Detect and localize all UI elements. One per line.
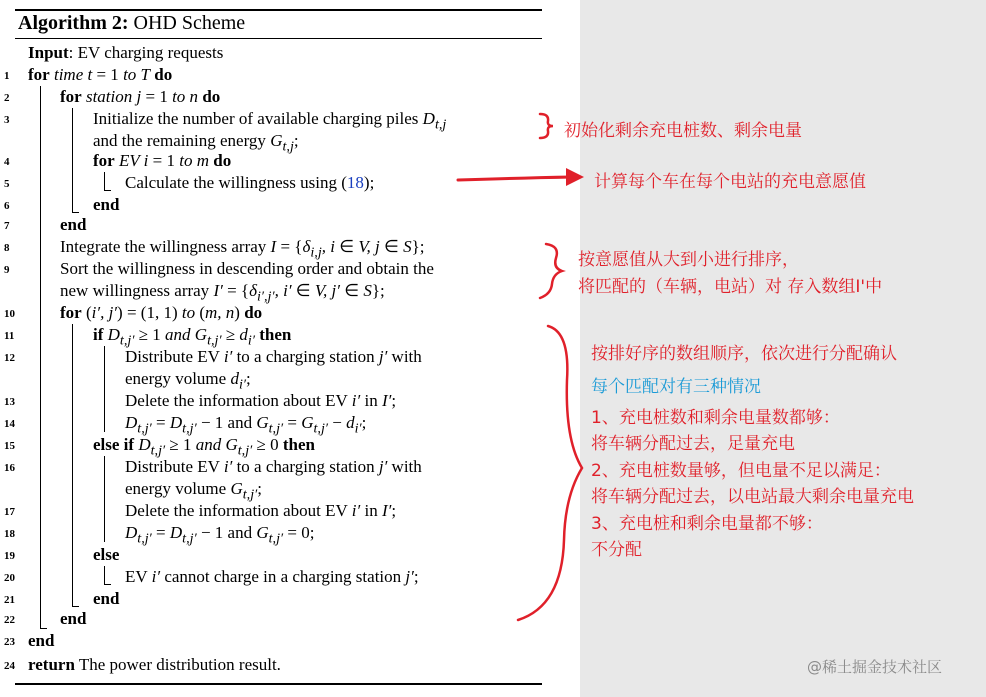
- input-label: Input: [28, 43, 69, 62]
- line-text: end: [93, 589, 120, 608]
- algorithm-name: OHD Scheme: [133, 12, 246, 34]
- line-text: Sort the willingness in descending order and obtain the: [60, 259, 434, 278]
- line-text: return The power distribution result.: [28, 655, 281, 674]
- line-number: 11: [4, 330, 15, 342]
- line-text: EV i′ cannot charge in a charging station j′;: [125, 567, 419, 586]
- brace-init: [540, 114, 553, 138]
- line-text: if $D_{t,j'} \ge 1$ and $G_{t,j'} \ge d_{i'}$ then: [93, 325, 292, 349]
- line-text: Delete the information about EV i′ in I′;: [125, 391, 397, 410]
- arrow-calc-head: [566, 168, 584, 186]
- line-number: 2: [4, 92, 10, 104]
- watermark: @稀土掘金技术社区: [807, 658, 943, 676]
- line-number: 5: [4, 178, 10, 190]
- line-number: 1: [4, 70, 10, 82]
- line-number: 3: [4, 114, 10, 126]
- line-text: energy volume $G_{t,j'}$;: [125, 479, 262, 503]
- note-sort-1: 按意愿值从大到小进行排序，: [578, 250, 799, 270]
- note-case1-a: 1、充电桩数和剩余电量数都够：: [591, 408, 840, 428]
- line-text: Delete the information about EV i′ in I′;: [125, 501, 397, 520]
- note-case3-b: 不分配: [591, 540, 642, 560]
- line-text: for EV i = 1 to m do: [93, 151, 232, 170]
- algorithm-label: Algorithm 2:: [18, 12, 129, 34]
- line-text: else: [93, 545, 120, 564]
- input-text: : EV charging requests: [68, 43, 224, 62]
- line-text: end: [93, 195, 120, 214]
- line-number: 12: [4, 352, 15, 364]
- line-text: new willingness array $I' = \{\delta_{i',j'}$, i′ ∈ V, j′ ∈ S};: [60, 281, 385, 305]
- line-text: end: [60, 215, 87, 234]
- line-text: Distribute EV i′ to a charging station j′ with: [125, 457, 422, 476]
- line-text: and the remaining energy $G_{t,j}$;: [93, 131, 299, 155]
- line-text: Initialize the number of available charging piles $D_{t,j}$: [93, 109, 447, 133]
- line-number: 20: [4, 572, 15, 584]
- note-case2-a: 2、充电桩数量够，但电量不足以满足：: [591, 461, 891, 481]
- line-text: end: [60, 609, 87, 628]
- line-text: for (i′, j′) = (1, 1) to (m, n) do: [60, 303, 263, 322]
- line-text: Calculate the willingness using (18);: [125, 173, 375, 192]
- line-number: 9: [4, 264, 10, 276]
- line-number: 7: [4, 220, 10, 232]
- brace-allocation: [518, 326, 582, 620]
- note-init: 初始化剩余充电桩数、剩余电量: [564, 121, 802, 141]
- line-number: 19: [4, 550, 15, 562]
- line-number: 6: [4, 200, 10, 212]
- note-alloc-2: 每个匹配对有三种情况: [591, 377, 761, 397]
- line-number: 22: [4, 614, 15, 626]
- line-number: 21: [4, 594, 15, 606]
- line-number: 16: [4, 462, 15, 474]
- line-number: 13: [4, 396, 15, 408]
- arrow-calc-line: [458, 177, 572, 180]
- line-number: 18: [4, 528, 15, 540]
- line-number: 23: [4, 636, 15, 648]
- note-case3-a: 3、充电桩和剩余电量都不够：: [591, 514, 823, 534]
- line-number: 14: [4, 418, 15, 430]
- line-text: for time t = 1 to T do: [28, 65, 173, 84]
- note-case1-b: 将车辆分配过去，足量充电: [591, 434, 795, 454]
- line-number: 15: [4, 440, 15, 452]
- note-case2-b: 将车辆分配过去，以电站最大剩余电量充电: [591, 487, 914, 507]
- line-number: 17: [4, 506, 15, 518]
- note-alloc-1: 按排好序的数组顺序，依次进行分配确认: [591, 344, 897, 364]
- line-number: 8: [4, 242, 10, 254]
- line-text: energy volume $d_{i'}$;: [125, 369, 251, 393]
- line-number: 4: [4, 156, 10, 168]
- line-number: 24: [4, 660, 15, 672]
- line-number: 10: [4, 308, 15, 320]
- line-text: $D_{t,j'} = D_{t,j'} - 1$ and $G_{t,j'} = 0$;: [125, 523, 315, 547]
- line-text: end: [28, 631, 55, 650]
- line-text: $D_{t,j'} = D_{t,j'} - 1$ and $G_{t,j'} = G_{t,j'} - d_{i'}$;: [125, 413, 367, 437]
- line-text: Integrate the willingness array $I = \{\delta_{i,j}$, i ∈ V, j ∈ S};: [60, 237, 425, 261]
- line-text: Distribute EV i′ to a charging station j′ with: [125, 347, 422, 366]
- note-calc: 计算每个车在每个电站的充电意愿值: [594, 172, 866, 192]
- line-text: else if $D_{t,j'} \ge 1$ and $G_{t,j'} \ge 0$ then: [93, 435, 315, 459]
- line-text: for station j = 1 to n do: [60, 87, 221, 106]
- note-sort-2: 将匹配的（车辆，电站）对 存入数组I'中: [578, 277, 883, 297]
- brace-sort: [540, 244, 562, 298]
